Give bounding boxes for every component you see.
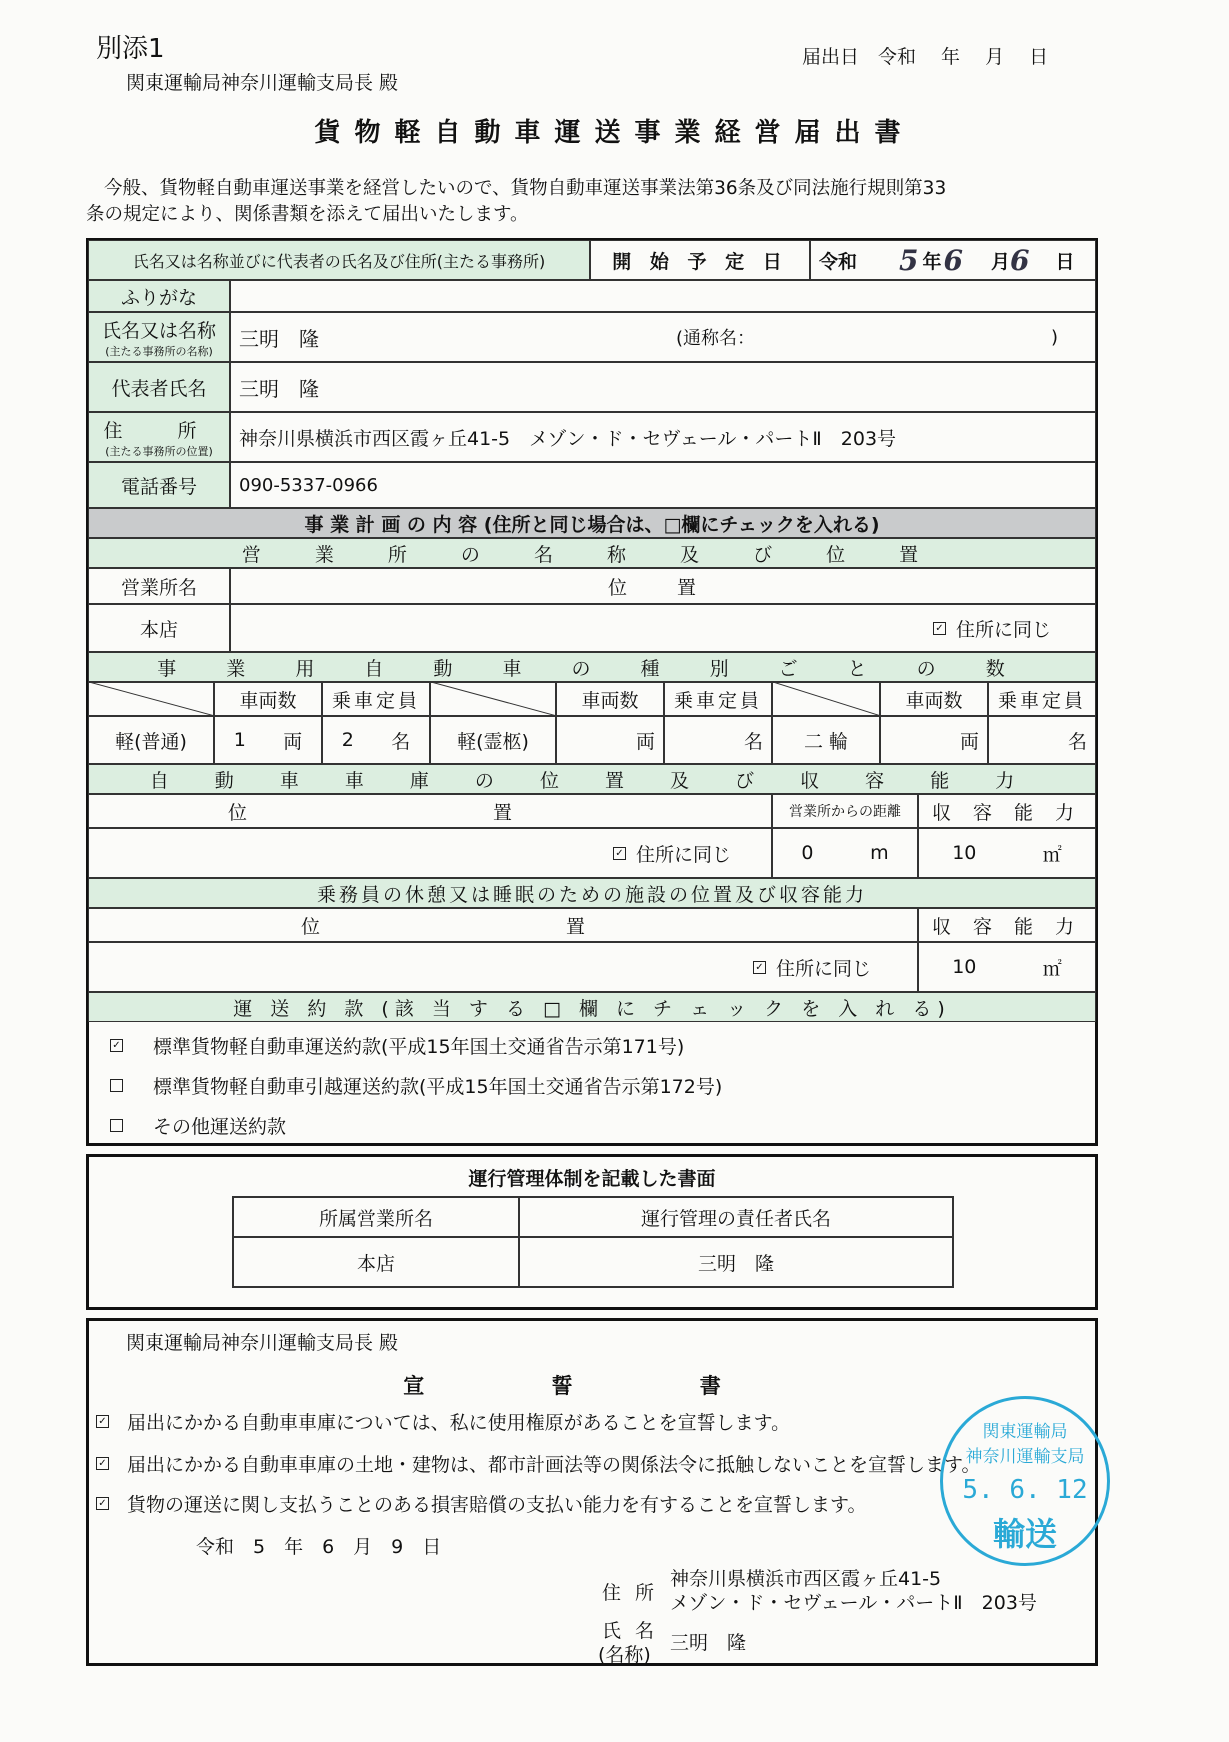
vehicle-count-2-unit: 両: [635, 730, 655, 753]
terms-checkbox-2[interactable]: [110, 1079, 123, 1092]
garage-pos-label: 位 置: [88, 794, 772, 828]
oath-checkbox-1[interactable]: ✓: [96, 1415, 109, 1428]
vehicle-diag-2: [430, 682, 556, 716]
intro-line-1: 今般、貨物軽自動車運送事業を経営したいので、貨物自動車運送事業法第36条及び同法施行規則第33: [104, 178, 947, 199]
name-field: [230, 312, 1096, 362]
stamp-date: 5. 6. 12: [962, 1475, 1088, 1505]
oath-address-line1: 神奈川県横浜市西区霞ヶ丘41-5: [670, 1568, 942, 1590]
vehicle-capacity-1-unit: 名: [391, 730, 411, 753]
rest-same-checkbox[interactable]: ✓: [753, 961, 766, 974]
oath-address-line2: メゾン・ド・セヴェール・パートⅡ 203号: [670, 1592, 1037, 1614]
start-month: 6: [943, 243, 963, 277]
vehicle-count-3-unit: 両: [959, 730, 979, 753]
phone-label: 電話番号: [88, 462, 230, 508]
alias-close: ): [1051, 326, 1059, 348]
start-year-unit: 年: [922, 250, 942, 273]
vehicle-type-3: 二 輪: [772, 716, 880, 764]
garage-capacity-label: 収 容 能 力: [918, 794, 1096, 828]
vehicle-count-1-unit: 両: [283, 730, 303, 753]
intro-line-2: 条の規定により、関係書類を添えて届出いたします。: [86, 204, 529, 225]
terms-checkbox-3[interactable]: [110, 1119, 123, 1132]
capacity-label-3: 乗車定員: [988, 682, 1096, 716]
capacity-label-1: 乗車定員: [322, 682, 430, 716]
name-label: [88, 312, 230, 362]
operation-manager: 三明 隆: [518, 1236, 954, 1288]
vehicle-capacity-3-unit: 名: [1067, 730, 1087, 753]
terms-checkbox-1[interactable]: ✓: [110, 1039, 123, 1052]
start-date-label: 開 始 予 定 日: [590, 240, 810, 280]
stamp-line1: 関東運輸局: [982, 1422, 1068, 1442]
name-address-header: 氏名又は名称並びに代表者の氏名及び住所(主たる事務所): [88, 240, 590, 280]
start-month-unit: 月: [991, 250, 1011, 273]
name-label-text: 氏名又は名称: [101, 319, 216, 342]
vehicle-capacity-2: [664, 716, 772, 764]
oath-checkbox-2[interactable]: ✓: [96, 1457, 109, 1470]
name-label-sub: (主たる事務所の名称): [105, 344, 213, 358]
diagonal-line-icon: [89, 682, 213, 716]
office-title: 営 業 所 の 名 称 及 び 位 置: [88, 538, 1096, 568]
rep-label: 代表者氏名: [88, 362, 230, 412]
office-same-checkbox[interactable]: ✓: [933, 622, 946, 635]
rep-field: 三明 隆: [230, 362, 1096, 412]
vehicle-diag-3: [772, 682, 880, 716]
vehicle-diag-1: [88, 682, 214, 716]
document-title: 貨物軽自動車運送事業経営届出書: [314, 118, 915, 148]
oath-item-1: [96, 1406, 790, 1436]
start-year: 5: [899, 243, 919, 277]
address-label-sub: (主たる事務所の位置): [105, 444, 213, 458]
oath-name-label-sub: (名称): [598, 1644, 651, 1666]
office-pos-label: 位 置: [230, 568, 1096, 604]
count-label-2: 車両数: [556, 682, 664, 716]
count-label-3: 車両数: [880, 682, 988, 716]
oath-name: 三明 隆: [670, 1632, 747, 1654]
oath-addressee: 関東運輸局神奈川運輸支局長 殿: [126, 1332, 399, 1354]
address-field: 神奈川県横浜市西区霞ヶ丘41-5 メゾン・ド・セヴェール・パートⅡ 203号: [230, 412, 1096, 462]
attachment-label: 別添1: [96, 34, 165, 64]
operation-col2-header: 運行管理の責任者氏名: [518, 1196, 954, 1238]
garage-position: [88, 828, 772, 878]
capacity-label-2: 乗車定員: [664, 682, 772, 716]
oath-item-2: [96, 1448, 980, 1478]
terms-text-2: 標準貨物軽自動車引越運送約款(平成15年国土交通省告示第172号): [153, 1075, 723, 1098]
start-day: 6: [1010, 243, 1030, 277]
vehicle-count-3: [880, 716, 988, 764]
vehicle-count-1: [214, 716, 322, 764]
rest-capacity-unit: ㎡: [1042, 957, 1062, 980]
vehicle-count-1-value: 1: [233, 729, 246, 751]
garage-same-label: 住所に同じ: [635, 843, 731, 866]
oath-item-3: [96, 1488, 866, 1518]
rest-capacity-label: 収 容 能 力: [918, 908, 1096, 942]
office-same-label: 住所に同じ: [955, 618, 1051, 641]
operation-office: 本店: [232, 1236, 520, 1288]
stamp-line2: 神奈川運輸支局: [965, 1447, 1085, 1467]
furigana-label: ふりがな: [88, 280, 230, 312]
vehicle-capacity-1: [322, 716, 430, 764]
garage-distance-label: 営業所からの距離: [772, 794, 918, 828]
garage-distance-value: 0: [801, 842, 814, 864]
oath-date: 令和 5 年 6 月 9 日: [196, 1536, 442, 1558]
terms-item-3: [110, 1110, 286, 1140]
oath-text-3: 貨物の運送に関し支払うことのある損害賠償の支払い能力を有することを宣誓します。: [127, 1493, 867, 1516]
office-name-label: 営業所名: [88, 568, 230, 604]
vehicle-count-2: [556, 716, 664, 764]
office-position: [230, 604, 1096, 652]
phone-field: 090-5337-0966: [230, 462, 1096, 508]
diagonal-line-icon: [773, 682, 879, 716]
garage-same-checkbox[interactable]: ✓: [613, 847, 626, 860]
rest-position: [88, 942, 918, 992]
vehicle-type-2: 軽(霊柩): [430, 716, 556, 764]
office-name: 本店: [88, 604, 230, 652]
garage-capacity-unit: ㎡: [1042, 843, 1062, 866]
terms-text-1: 標準貨物軽自動車運送約款(平成15年国土交通省告示第171号): [153, 1035, 685, 1058]
garage-distance-unit: m: [870, 842, 889, 864]
oath-text-1: 届出にかかる自動車車庫については、私に使用権原があることを宣誓します。: [127, 1411, 791, 1434]
address-label: [88, 412, 230, 462]
address-label-text: 住 所: [103, 419, 215, 442]
diagonal-line-icon: [431, 682, 555, 716]
operation-title: 運行管理体制を記載した書面: [468, 1168, 716, 1190]
terms-text-3: その他運送約款: [153, 1115, 287, 1138]
garage-title: 自 動 車 車 庫 の 位 置 及 び 収 容 能 力: [88, 764, 1096, 794]
garage-capacity: [918, 828, 1096, 878]
oath-name-label: 氏 名: [602, 1620, 659, 1642]
vehicle-capacity-2-unit: 名: [743, 730, 763, 753]
vehicle-type-1: 軽(普通): [88, 716, 214, 764]
vehicle-capacity-1-value: 2: [341, 729, 354, 751]
terms-title: 運 送 約 款 (該 当 す る □ 欄 に チ ェ ッ ク を 入 れ る): [88, 992, 1096, 1022]
start-date: [810, 240, 1096, 280]
plan-section-title: 事 業 計 画 の 内 容 (住所と同じ場合は、□欄にチェックを入れる): [88, 508, 1096, 538]
rest-same-label: 住所に同じ: [775, 957, 871, 980]
garage-capacity-value: 10: [952, 842, 977, 864]
rest-pos-label: 位 置: [88, 908, 918, 942]
operation-col1-header: 所属営業所名: [232, 1196, 520, 1238]
furigana-field: [230, 280, 1096, 312]
stamp-dept: 輸送: [992, 1515, 1057, 1553]
garage-distance: [772, 828, 918, 878]
rest-title: 乗務員の休憩又は睡眠のための施設の位置及び収容能力: [88, 878, 1096, 908]
rest-capacity: [918, 942, 1096, 992]
rest-capacity-value: 10: [952, 956, 977, 978]
count-label-1: 車両数: [214, 682, 322, 716]
vehicle-title: 事 業 用 自 動 車 の 種 別 ご と の 数: [88, 652, 1096, 682]
start-day-unit: 日: [1055, 250, 1075, 273]
receipt-stamp: [940, 1396, 1110, 1566]
vehicle-capacity-3: [988, 716, 1096, 764]
addressee-top: 関東運輸局神奈川運輸支局長 殿: [126, 72, 399, 94]
alias-label: (通称名：: [676, 328, 756, 349]
oath-text-2: 届出にかかる自動車車庫の土地・建物は、都市計画法等の関係法令に抵触しないことを宣誓します。: [127, 1453, 981, 1476]
oath-address-label: 住 所: [602, 1582, 659, 1604]
oath-title: 宣 誓 書: [403, 1374, 781, 1398]
oath-checkbox-3[interactable]: ✓: [96, 1497, 109, 1510]
applicant-name: 三明 隆: [239, 326, 319, 351]
filing-date: 届出日 令和 年 月 日: [802, 46, 1049, 68]
start-era: 令和: [819, 250, 858, 273]
terms-item-2: [110, 1070, 722, 1100]
terms-item-1: [110, 1030, 684, 1060]
